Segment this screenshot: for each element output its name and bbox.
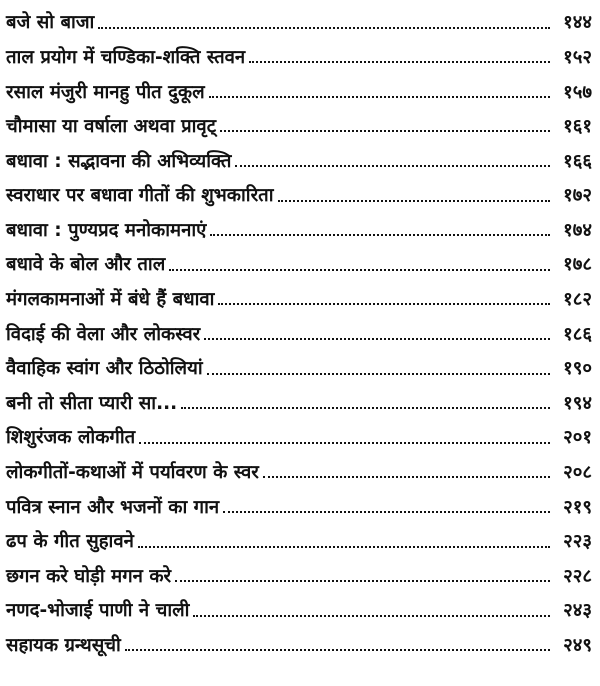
- toc-entry-page: १९४: [563, 392, 592, 414]
- dot-leader: [263, 476, 550, 478]
- toc-entry-page: २२८: [563, 565, 592, 587]
- dot-leader: [138, 546, 550, 548]
- toc-entry-title: शिशुरंजक लोकगीत: [6, 427, 136, 449]
- table-of-contents: [6, 3, 592, 660]
- toc-entry: [6, 453, 592, 488]
- dot-leader: [218, 303, 550, 305]
- toc-entry-page: २४३: [563, 600, 592, 622]
- toc-entry-title: बधावा : पुण्यप्रद मनोकामनाएं: [6, 219, 207, 241]
- toc-entry-page: १८६: [563, 323, 592, 345]
- toc-entry-page: १५७: [563, 81, 592, 103]
- toc-entry: [6, 487, 592, 522]
- toc-entry-title: बनी तो सीता प्यारी सा...: [6, 392, 178, 414]
- toc-entry-page: १४४: [563, 12, 592, 34]
- toc-entry-page: २४९: [563, 635, 592, 657]
- toc-entry-title: लोकगीतों-कथाओं में पर्यावरण के स्वर: [6, 462, 259, 484]
- toc-entry-page: १८२: [563, 289, 592, 311]
- toc-entry-page: १६१: [563, 116, 592, 138]
- toc-entry: [6, 176, 592, 211]
- toc-entry-title: चौमासा या वर्षाला अथवा प्रावृट्: [6, 116, 217, 138]
- dot-leader: [249, 61, 550, 63]
- toc-entry: [6, 591, 592, 626]
- toc-entry: [6, 522, 592, 557]
- toc-entry-title: बजे सो बाजा: [6, 12, 95, 34]
- toc-entry-title: विदाई की वेला और लोकस्वर: [6, 323, 201, 345]
- toc-entry: [6, 349, 592, 384]
- toc-entry: [6, 211, 592, 246]
- toc-entry: [6, 626, 592, 661]
- toc-entry: [6, 314, 592, 349]
- toc-entry: [6, 107, 592, 142]
- dot-leader: [220, 130, 550, 132]
- toc-entry-page: १५२: [563, 46, 592, 68]
- toc-entry-page: १७८: [563, 254, 592, 276]
- toc-entry-title: मंगलकामनाओं में बंधे हैं बधावा: [6, 289, 215, 311]
- dot-leader: [139, 442, 550, 444]
- toc-entry-title: पवित्र स्नान और भजनों का गान: [6, 496, 220, 518]
- toc-entry-page: १९०: [563, 358, 592, 380]
- toc-entry-title: नणद-भोजाई पाणी ने चाली: [6, 600, 190, 622]
- toc-entry-title: रसाल मंजुरी मानहु पीत दुकूल: [6, 81, 205, 103]
- toc-entry-title: बधावा : सद्भावना की अभिव्यक्ति: [6, 150, 232, 172]
- toc-entry-title: बधावे के बोल और ताल: [6, 254, 166, 276]
- toc-entry-page: २०८: [563, 462, 592, 484]
- dot-leader: [193, 615, 550, 617]
- toc-entry-title: सहायक ग्रन्थसूची: [6, 635, 121, 657]
- dot-leader: [181, 407, 550, 409]
- dot-leader: [223, 511, 550, 513]
- toc-entry: [6, 384, 592, 419]
- toc-entry: [6, 141, 592, 176]
- dot-leader: [207, 373, 550, 375]
- dot-leader: [169, 269, 550, 271]
- dot-leader: [209, 96, 550, 98]
- toc-entry: [6, 280, 592, 315]
- toc-entry-page: २०१: [563, 427, 592, 449]
- dot-leader: [175, 580, 550, 582]
- toc-entry: [6, 418, 592, 453]
- toc-entry-page: १७४: [563, 219, 592, 241]
- dot-leader: [278, 200, 551, 202]
- toc-entry-page: २२३: [563, 531, 592, 553]
- toc-entry: [6, 72, 592, 107]
- dot-leader: [235, 165, 550, 167]
- toc-entry-title: छगन करे घोड़ी मगन करे: [6, 565, 172, 587]
- toc-entry-page: १७२: [563, 185, 592, 207]
- toc-entry: [6, 38, 592, 73]
- toc-entry: [6, 557, 592, 592]
- toc-entry: [6, 245, 592, 280]
- dot-leader: [125, 649, 550, 651]
- dot-leader: [210, 234, 550, 236]
- dot-leader: [204, 338, 550, 340]
- toc-entry-title: ढप के गीत सुहावने: [6, 531, 134, 553]
- toc-entry-title: स्वराधार पर बधावा गीतों की शुभकारिता: [6, 185, 274, 207]
- toc-entry: [6, 3, 592, 38]
- toc-entry-page: १६६: [563, 150, 592, 172]
- toc-entry-title: वैवाहिक स्वांग और ठिठोलियां: [6, 358, 203, 380]
- toc-entry-title: ताल प्रयोग में चण्डिका-शक्ति स्तवन: [6, 46, 246, 68]
- dot-leader: [98, 27, 550, 29]
- toc-entry-page: २१९: [563, 496, 592, 518]
